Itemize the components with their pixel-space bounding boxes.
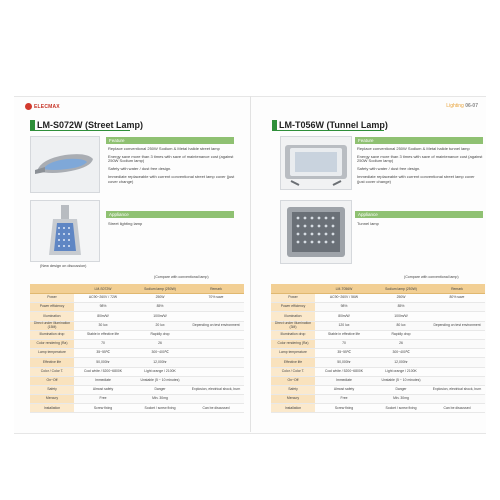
left-feature-1: Replace conventional 250W Sodium & Metal halide street lamp xyxy=(108,146,220,151)
table-cell: 26 xyxy=(373,339,429,348)
table-cell: 50,000hr xyxy=(74,358,132,367)
row-label-cell: Effective life xyxy=(271,358,315,367)
table-row xyxy=(30,294,244,303)
logo-text: ELECMAX xyxy=(34,103,60,110)
table-cell: 300~400℃ xyxy=(373,349,429,358)
table-cell: 250W xyxy=(132,294,188,303)
table-row xyxy=(30,349,244,358)
title-underline xyxy=(272,130,384,131)
table-cell: 98% xyxy=(315,303,373,312)
table-row xyxy=(30,339,244,348)
row-label-cell: Color / Color T. xyxy=(271,367,315,376)
table-row xyxy=(30,385,244,394)
table-header xyxy=(30,284,74,294)
table-row xyxy=(30,367,244,376)
table-cell: Immediate xyxy=(74,376,132,385)
row-label-cell: Color rendering (Ra) xyxy=(271,339,315,348)
table-row xyxy=(30,312,244,321)
table-cell xyxy=(429,376,485,385)
table-cell: Almost safety xyxy=(315,385,373,394)
logo-icon xyxy=(25,103,32,110)
row-label-cell: Power xyxy=(30,294,74,303)
table-cell: Depending on test environment xyxy=(429,321,485,330)
left-feature-3: Safety with water / dust free design. xyxy=(108,166,172,172)
left-appliance-text: Street lighting lamp xyxy=(108,221,143,226)
left-compare-note: (Compare with conventional lamp) xyxy=(154,275,209,279)
right-product-title xyxy=(272,120,388,130)
title-underline xyxy=(30,130,130,131)
left-feature-4: Immediate replaceable with current conventional street lamp cover (just cover change) xyxy=(108,173,235,184)
right-title-text: LM-T056W (Tunnel Lamp) xyxy=(279,120,388,130)
table-header: Sodium lamp (250W) xyxy=(373,284,429,294)
right-feature-heading: Feature xyxy=(355,137,483,144)
table-row xyxy=(271,330,485,339)
table-cell: 70 xyxy=(315,339,373,348)
left-photo-caption: (New design on discussion) xyxy=(40,264,87,268)
right-spec-table xyxy=(271,284,485,413)
table-row xyxy=(30,303,244,312)
left-appliance-heading: Appliance xyxy=(106,211,234,218)
table-cell: Danger xyxy=(373,385,429,394)
row-label-cell: Color rendering (Ra) xyxy=(30,339,74,348)
table-cell: 250W xyxy=(373,294,429,303)
table-cell: Socket / screw fixing xyxy=(132,404,188,413)
row-label-cell: On~Off xyxy=(271,376,315,385)
page-number xyxy=(446,103,478,109)
table-row xyxy=(271,321,485,330)
page-number-value: 06-07 xyxy=(465,103,478,109)
row-label-cell: Color / Color T. xyxy=(30,367,74,376)
row-label-cell: Illumination xyxy=(271,312,315,321)
street-lamp-icon xyxy=(31,137,99,192)
table-cell xyxy=(188,367,244,376)
table-cell: Rapidly drop xyxy=(132,330,188,339)
table-cell: 70% save xyxy=(188,294,244,303)
table-cell: Danger xyxy=(132,385,188,394)
table-row xyxy=(30,404,244,413)
left-feature-list xyxy=(108,147,236,187)
table-cell: Explosion, electrical shock, burn xyxy=(429,385,485,394)
row-label-cell: Safety xyxy=(30,385,74,394)
row-label-cell: Direct under illumination (15M) xyxy=(30,321,74,330)
table-cell: Min. 30mg xyxy=(132,395,188,404)
table-cell: Screw fixing xyxy=(74,404,132,413)
row-label-cell: Mercury xyxy=(271,395,315,404)
table-cell: Can be discussed xyxy=(429,404,485,413)
row-label-cell: Installation xyxy=(271,404,315,413)
table-cell: 300~400℃ xyxy=(132,349,188,358)
table-cell: 35~55℃ xyxy=(315,349,373,358)
table-cell xyxy=(429,367,485,376)
table-cell: Socket / screw fixing xyxy=(373,404,429,413)
table-cell xyxy=(188,330,244,339)
table-row xyxy=(271,385,485,394)
title-mark-icon xyxy=(30,120,35,130)
table-cell: Light orange / 2100K xyxy=(373,367,429,376)
table-cell: Cool white / 5200~6800K xyxy=(74,367,132,376)
table-cell xyxy=(429,330,485,339)
right-appliance-text: Tunnel lamp xyxy=(357,221,379,226)
table-row xyxy=(271,349,485,358)
table-row xyxy=(271,294,485,303)
table-cell: Unstable (5 ~ 10 minutes) xyxy=(132,376,188,385)
tunnel-lamp-icon xyxy=(281,137,351,189)
table-cell xyxy=(188,395,244,404)
table-cell: 100lm/W xyxy=(132,312,188,321)
table-cell xyxy=(429,358,485,367)
table-cell: 120 lux xyxy=(315,321,373,330)
table-row xyxy=(30,321,244,330)
row-label-cell: On~Off xyxy=(30,376,74,385)
left-feature-2: Energy save more than 3 times with save of maintenance cost (against 250W Sodium lamp) xyxy=(108,153,234,164)
table-cell xyxy=(188,303,244,312)
table-cell: Unstable (5 ~ 10 minutes) xyxy=(373,376,429,385)
page-divider xyxy=(250,96,251,432)
tunnel-lamp-alt-icon xyxy=(281,201,351,263)
table-cell: AC90~260V / 56W xyxy=(315,294,373,303)
table-cell: 80lm/W xyxy=(74,312,132,321)
table-header: Remark xyxy=(188,284,244,294)
table-cell: Free xyxy=(315,395,373,404)
table-cell: Min. 30mg xyxy=(373,395,429,404)
right-feature-2: Energy save more than 3 times with save of maintenance cost (against 250W Sodium lamp) xyxy=(357,153,483,164)
row-label-cell: Power efficiency xyxy=(30,303,74,312)
table-row xyxy=(30,395,244,404)
table-cell xyxy=(429,349,485,358)
row-label-cell: Illumination drop xyxy=(271,330,315,339)
right-feature-4: Immediate replaceable with current conventional street lamp cover (just cover change) xyxy=(357,173,475,184)
table-header-row xyxy=(30,284,244,294)
table-cell: 85% xyxy=(373,303,429,312)
table-cell: 30 lux xyxy=(74,321,132,330)
table-cell: 12,000hr xyxy=(132,358,188,367)
tunnel-lamp-photo-2 xyxy=(280,200,352,264)
row-label-cell: Safety xyxy=(271,385,315,394)
right-feature-3: Safety with water / dust free design. xyxy=(357,166,421,172)
table-cell: 80 lux xyxy=(373,321,429,330)
table-cell: Depending on test environment xyxy=(188,321,244,330)
table-cell xyxy=(429,303,485,312)
table-cell: 26 xyxy=(132,339,188,348)
row-label-cell: Direct under illumination (3M) xyxy=(271,321,315,330)
table-row xyxy=(271,395,485,404)
table-cell: 80lm/W xyxy=(315,312,373,321)
table-cell: Immediate xyxy=(315,376,373,385)
table-cell xyxy=(188,312,244,321)
right-compare-note: (Compare with conventional lamp) xyxy=(404,275,459,279)
table-cell: 12,000hr xyxy=(373,358,429,367)
table-row xyxy=(30,376,244,385)
table-cell: 80% save xyxy=(429,294,485,303)
table-cell: Almost safety xyxy=(74,385,132,394)
row-label-cell: Lamp temperature xyxy=(30,349,74,358)
table-row xyxy=(271,358,485,367)
table-row xyxy=(271,339,485,348)
row-label-cell: Power efficiency xyxy=(271,303,315,312)
street-lamp-photo-2 xyxy=(30,200,100,262)
left-title-text: LM-S072W (Street Lamp) xyxy=(37,120,144,130)
table-cell: Can be discussed xyxy=(188,404,244,413)
right-feature-list xyxy=(357,147,483,187)
table-header xyxy=(271,284,315,294)
street-lamp-photo-1 xyxy=(30,136,100,193)
table-cell xyxy=(188,349,244,358)
table-cell: Explosion, electrical shock, burn xyxy=(188,385,244,394)
table-cell: 50,000hr xyxy=(315,358,373,367)
table-cell: Stable in effective life xyxy=(74,330,132,339)
table-cell xyxy=(429,312,485,321)
table-row xyxy=(271,303,485,312)
table-cell: Screw fixing xyxy=(315,404,373,413)
tunnel-lamp-photo-1 xyxy=(280,136,352,190)
left-product-title xyxy=(30,120,143,130)
table-header: LM-T056W xyxy=(315,284,373,294)
row-label-cell: Effective life xyxy=(30,358,74,367)
left-feature-heading: Feature xyxy=(106,137,234,144)
table-header: LM-S072W xyxy=(74,284,132,294)
table-cell xyxy=(429,395,485,404)
street-lamp-alt-icon xyxy=(31,201,99,261)
row-label-cell: Mercury xyxy=(30,395,74,404)
table-header: Sodium lamp (250W) xyxy=(132,284,188,294)
brand-logo xyxy=(25,103,60,110)
table-row xyxy=(30,330,244,339)
row-label-cell: Illumination xyxy=(30,312,74,321)
table-header-row xyxy=(271,284,485,294)
page-section: Lighting xyxy=(446,103,464,109)
table-cell: 35~55℃ xyxy=(74,349,132,358)
table-row xyxy=(30,358,244,367)
table-cell: AC90~260V / 72W xyxy=(74,294,132,303)
row-label-cell: Power xyxy=(271,294,315,303)
table-cell: Free xyxy=(74,395,132,404)
table-cell: 98% xyxy=(74,303,132,312)
row-label-cell: Installation xyxy=(30,404,74,413)
table-row xyxy=(271,312,485,321)
table-cell: 100lm/W xyxy=(373,312,429,321)
table-cell: 20 lux xyxy=(132,321,188,330)
table-cell: 85% xyxy=(132,303,188,312)
table-cell xyxy=(429,339,485,348)
table-header: Remark xyxy=(429,284,485,294)
table-cell xyxy=(188,358,244,367)
left-spec-table xyxy=(30,284,244,413)
table-cell xyxy=(188,376,244,385)
table-cell: Rapidly drop xyxy=(373,330,429,339)
row-label-cell: Lamp temperature xyxy=(271,349,315,358)
title-mark-icon xyxy=(272,120,277,130)
table-row xyxy=(271,367,485,376)
row-label-cell: Illumination drop xyxy=(30,330,74,339)
table-cell: 70 xyxy=(74,339,132,348)
right-appliance-heading: Appliance xyxy=(355,211,483,218)
table-cell: Stable in effective life xyxy=(315,330,373,339)
table-cell: Cool white / 5200~6800K xyxy=(315,367,373,376)
table-cell xyxy=(188,339,244,348)
table-cell: Light orange / 2100K xyxy=(132,367,188,376)
right-feature-1: Replace conventional 250W Sodium & Metal halide tunnel lamp xyxy=(357,146,470,151)
table-row xyxy=(271,404,485,413)
table-row xyxy=(271,376,485,385)
